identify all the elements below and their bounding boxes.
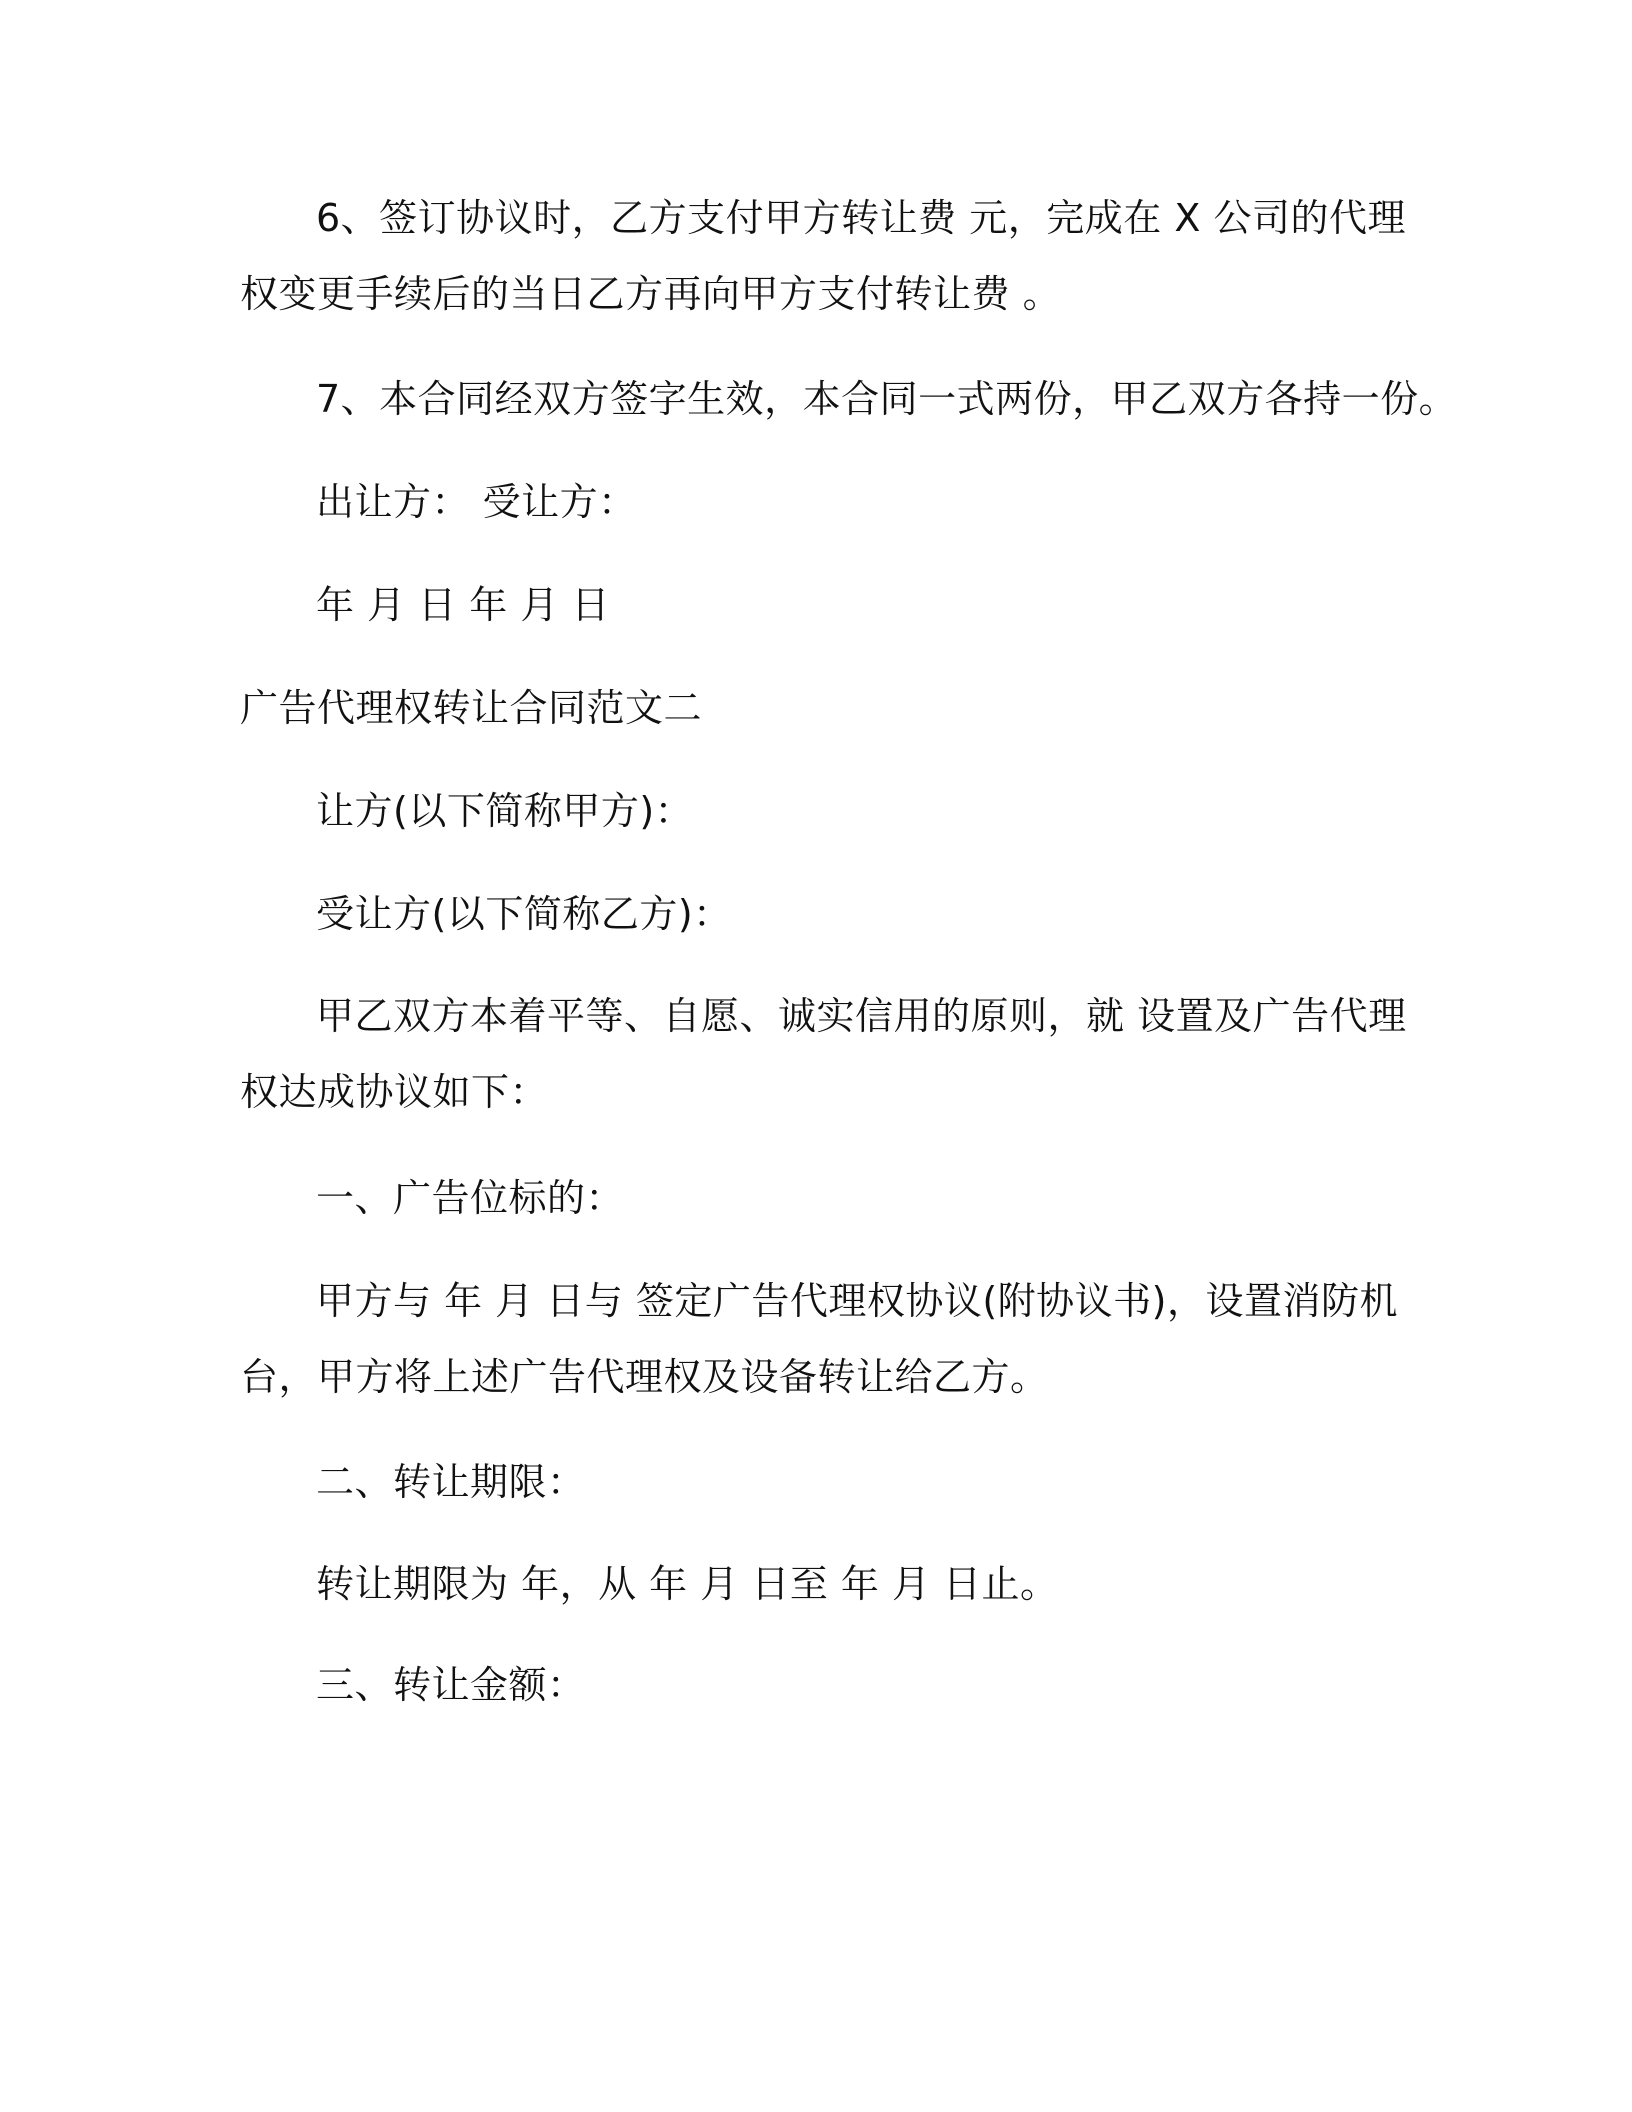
party-b-line: 受让方(以下简称乙方)： <box>316 892 732 936</box>
clause-2-text: 转让期限为 年，从 年 月 日至 年 月 日止。 <box>316 1562 1059 1606</box>
section-title: 广告代理权转让合同范文二 <box>240 686 703 730</box>
clause-3-heading: 三、转让金额： <box>316 1663 586 1707</box>
paragraph-6-line-2: 权变更手续后的当日乙方再向甲方支付转让费 。 <box>240 272 1062 316</box>
signature-dates: 年 月 日 年 月 日 <box>316 583 610 627</box>
paragraph-7: 7、本合同经双方签字生效，本合同一式两份，甲乙双方各持一份。 <box>316 377 1458 421</box>
party-a-line: 让方(以下简称甲方)： <box>316 789 694 833</box>
agreement-intro-line-1: 甲乙双方本着平等、自愿、诚实信用的原则，就 设置及广告代理 <box>316 994 1407 1038</box>
clause-2-heading: 二、转让期限： <box>316 1460 586 1504</box>
clause-1-line-1: 甲方与 年 月 日与 签定广告代理权协议(附协议书)，设置消防机 <box>316 1279 1398 1323</box>
agreement-intro-line-2: 权达成协议如下： <box>240 1070 549 1114</box>
clause-1-heading: 一、广告位标的： <box>316 1176 625 1220</box>
paragraph-6-line-1: 6、签订协议时，乙方支付甲方转让费 元，完成在 X 公司的代理 <box>316 196 1406 240</box>
clause-1-line-2: 台，甲方将上述广告代理权及设备转让给乙方。 <box>240 1355 1049 1399</box>
signatories: 出让方： 受让方： <box>316 480 637 524</box>
